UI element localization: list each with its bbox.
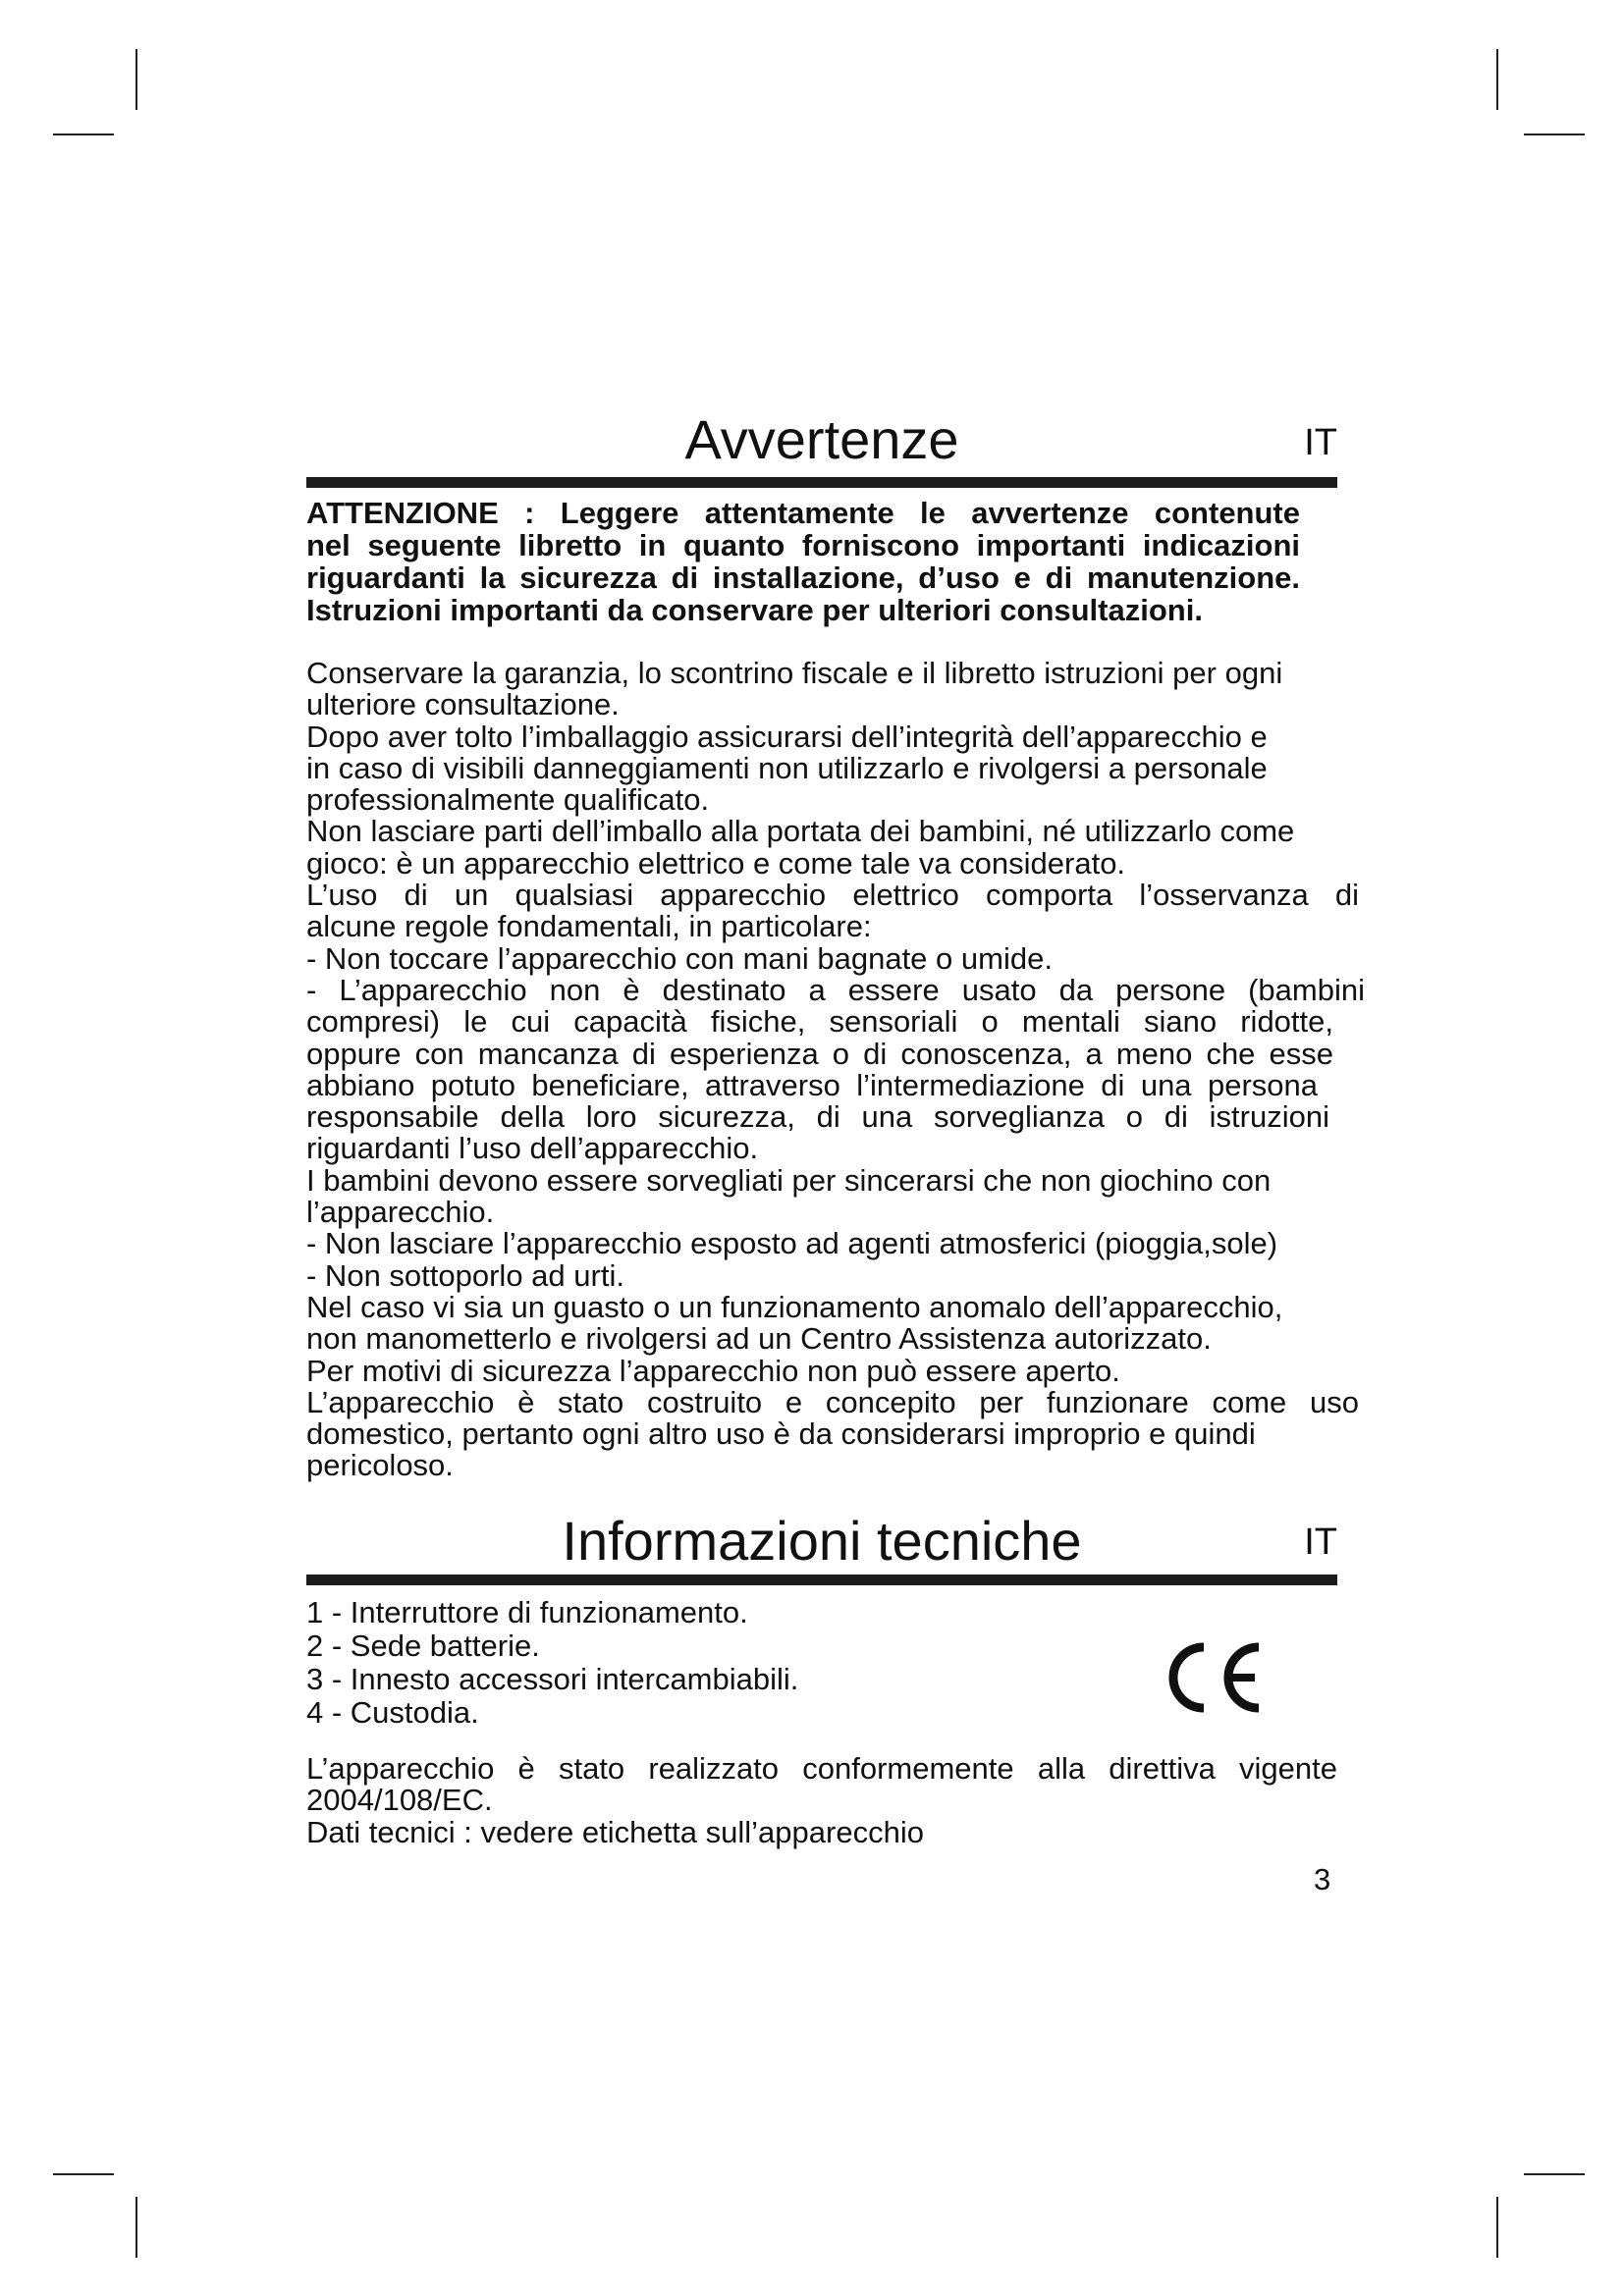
caution-paragraph [306,497,1300,626]
body-line: pericoloso. [306,1448,454,1483]
warnings-lang-tag: IT [1304,422,1337,463]
body-line: ulteriore consultazione. [306,687,620,722]
list-item: 1 - Interruttore di funzionamento. [306,1595,748,1629]
body-line: L’uso di un qualsiasi apparecchio elettrico comporta l’osservanza di [306,878,1359,913]
body-line: domestico, pertanto ogni altro uso è da considerarsi improprio e quindi [306,1416,1256,1452]
crop-mark-top-right-horizontal [1524,133,1585,135]
body-line: oppure con mancanza di esperienza o di conoscenza, a meno che esse [306,1036,1333,1071]
conformity-text [306,1753,1365,1848]
crop-mark-top-left-vertical [135,49,137,110]
body-line: I bambini devono essere sorvegliati per sincerarsi che non giochino con [306,1162,1272,1198]
caution-line: nel seguente libretto in quanto forniscono importanti indicazioni [306,528,1300,562]
body-line: Conservare la garanzia, lo scontrino fiscale e il libretto istruzioni per ogni [306,656,1283,690]
body-line: non manometterlo e rivolgersi ad un Centro Assistenza autorizzato. [306,1321,1212,1357]
technical-lang-tag: IT [1304,1522,1337,1563]
crop-mark-bottom-right-vertical [1496,2197,1498,2258]
body-line: - Non toccare l’apparecchio con mani bagnate o umide. [306,940,1053,976]
ce-mark-icon [1153,1637,1269,1718]
body-line: l’apparecchio. [306,1195,495,1230]
body-line: in caso di visibili danneggiamenti non utilizzarlo e rivolgersi a personale [306,750,1268,785]
body-line: Non lasciare parti dell’imballo alla portata dei bambini, né utilizzarlo come [306,814,1295,849]
body-line: 2004/108/EC. [306,1783,493,1818]
list-item: 2 - Sede batterie. [306,1629,540,1663]
crop-mark-top-right-vertical [1496,49,1498,110]
crop-mark-bottom-left-vertical [135,2197,137,2258]
warnings-body [306,658,1365,1482]
technical-title: Informazioni tecniche [562,1510,1082,1572]
warnings-title-rule [306,477,1337,488]
body-line: Dopo aver tolto l’imballaggio assicurarsi dell’integrità dell’apparecchio e [306,719,1268,754]
body-line: L’apparecchio è stato costruito e concepito per funzionare come uso [306,1384,1359,1419]
body-line: professionalmente qualificato. [306,782,710,818]
components-list [306,1596,798,1730]
crop-mark-bottom-left-horizontal [53,2173,114,2175]
technical-title-rule [306,1575,1337,1585]
warnings-title: Avvertenze [684,408,959,470]
body-line: Dati tecnici : vedere etichetta sull’apparecchio [306,1814,924,1849]
caution-line: riguardanti la sicurezza di installazione, d’uso e di manutenzione. [306,561,1300,595]
body-line: - L’apparecchio non è destinato a essere usato da persone (bambini [306,972,1365,1007]
body-line: gioco: è un apparecchio elettrico e come tale va considerato. [306,845,1126,881]
body-line: alcune regole fondamentali, in particolare: [306,909,872,944]
caution-line: ATTENZIONE : Leggere attentamente le avvertenze contenute [306,496,1300,530]
crop-mark-bottom-right-horizontal [1524,2173,1585,2175]
body-line: riguardanti l’uso dell’apparecchio. [306,1131,759,1166]
caution-line: Istruzioni importanti da conservare per ulteriori consultazioni. [306,593,1203,627]
crop-mark-top-left-horizontal [53,133,114,135]
body-line: responsabile della loro sicurezza, di una sorveglianza o di istruzioni [306,1099,1329,1135]
body-line: compresi) le cui capacità fisiche, sensoriali o mentali siano ridotte, [306,1004,1333,1040]
body-line: abbiano potuto beneficiare, attraverso l’intermediazione di una persona [306,1067,1318,1102]
list-item: 3 - Innesto accessori intercambiabili. [306,1662,799,1696]
list-item: 4 - Custodia. [306,1695,479,1730]
body-line: - Non sottoporlo ad urti. [306,1257,624,1293]
body-line: Per motivi di sicurezza l’apparecchio non può essere aperto. [306,1353,1120,1388]
body-line: - Non lasciare l’apparecchio esposto ad agenti atmosferici (pioggia,sole) [306,1226,1278,1261]
body-line: Nel caso vi sia un guasto o un funzionamento anomalo dell’apparecchio, [306,1289,1283,1324]
body-line: L’apparecchio è stato realizzato conformemente alla direttiva vigente [306,1751,1337,1786]
page-number: 3 [1314,1862,1331,1896]
